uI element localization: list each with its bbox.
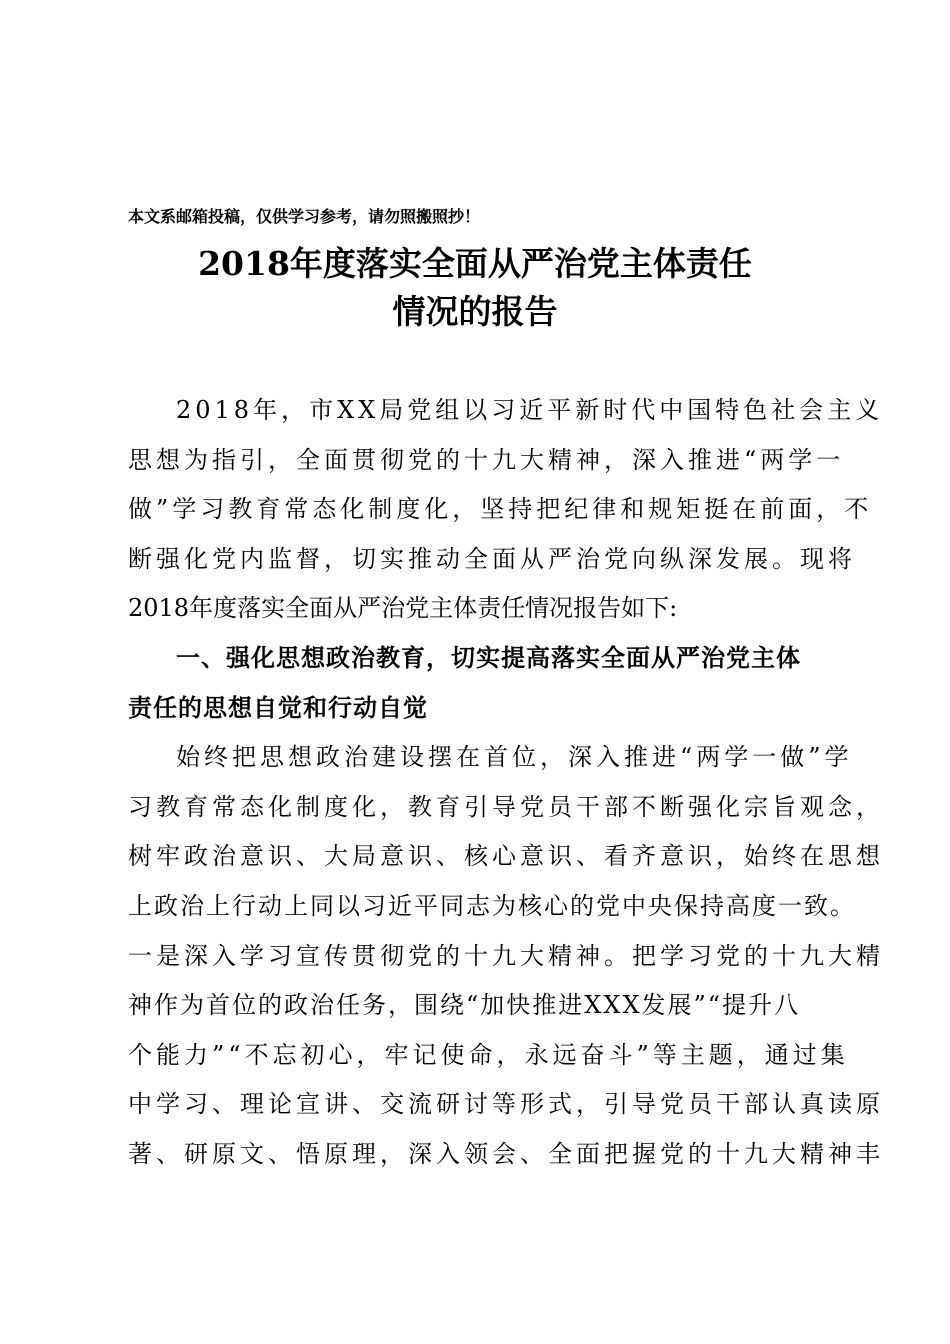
section-body-line: 一是深入学习宣传贯彻党的十九大精神。把学习党的十九大精 [128, 941, 884, 970]
intro-line: 做”学习教育常态化制度化，坚持把纪律和规矩挺在前面，不 [128, 495, 873, 524]
section-body-line: 习教育常态化制度化，教育引导党员干部不断强化宗旨观念， [128, 792, 884, 821]
submission-notice: 本文系邮箱投稿，仅供学习参考，请勿照搬照抄！ [128, 207, 481, 226]
section-heading-line: 一、强化思想政治教育，切实提高落实全面从严治党主体 [176, 643, 801, 672]
section-body-line: 神作为首位的政治任务，围绕“加快推进XXX发展”“提升八 [128, 991, 801, 1020]
intro-line: 2018年，市XX局党组以习近平新时代中国特色社会主义 [176, 396, 884, 424]
section-body-line: 个能力”“不忘初心，牢记使命，永远奋斗”等主题，通过集 [128, 1040, 849, 1069]
document-body [128, 386, 884, 1180]
section-body-line: 中学习、理论宣讲、交流研讨等形式，引导党员干部认真读原 [128, 1090, 884, 1119]
intro-line: 思想为指引，全面贯彻党的十九大精神，深入推进“两学一 [128, 445, 845, 474]
section-body-line: 上政治上行动上同以习近平同志为核心的党中央保持高度一致。 [128, 891, 856, 920]
section-body-line: 著、研原文、悟原理，深入领会、全面把握党的十九大精神丰 [128, 1139, 884, 1168]
section-body-line: 树牢政治意识、大局意识、核心意识、看齐意识，始终在思想 [128, 842, 884, 871]
intro-line: 2018年度落实全面从严治党主体责任情况报告如下: [128, 594, 678, 623]
document-title-line-2: 情况的报告 [392, 292, 558, 331]
document-title-line-1: 2018年度落实全面从严治党主体责任 [198, 244, 752, 283]
section-body-line: 始终把思想政治建设摆在首位，深入推进“两学一做”学 [176, 743, 853, 772]
section-heading-line: 责任的思想自觉和行动自觉 [128, 693, 428, 722]
intro-line: 断强化党内监督，切实推动全面从严治党向纵深发展。现将 [128, 544, 856, 573]
